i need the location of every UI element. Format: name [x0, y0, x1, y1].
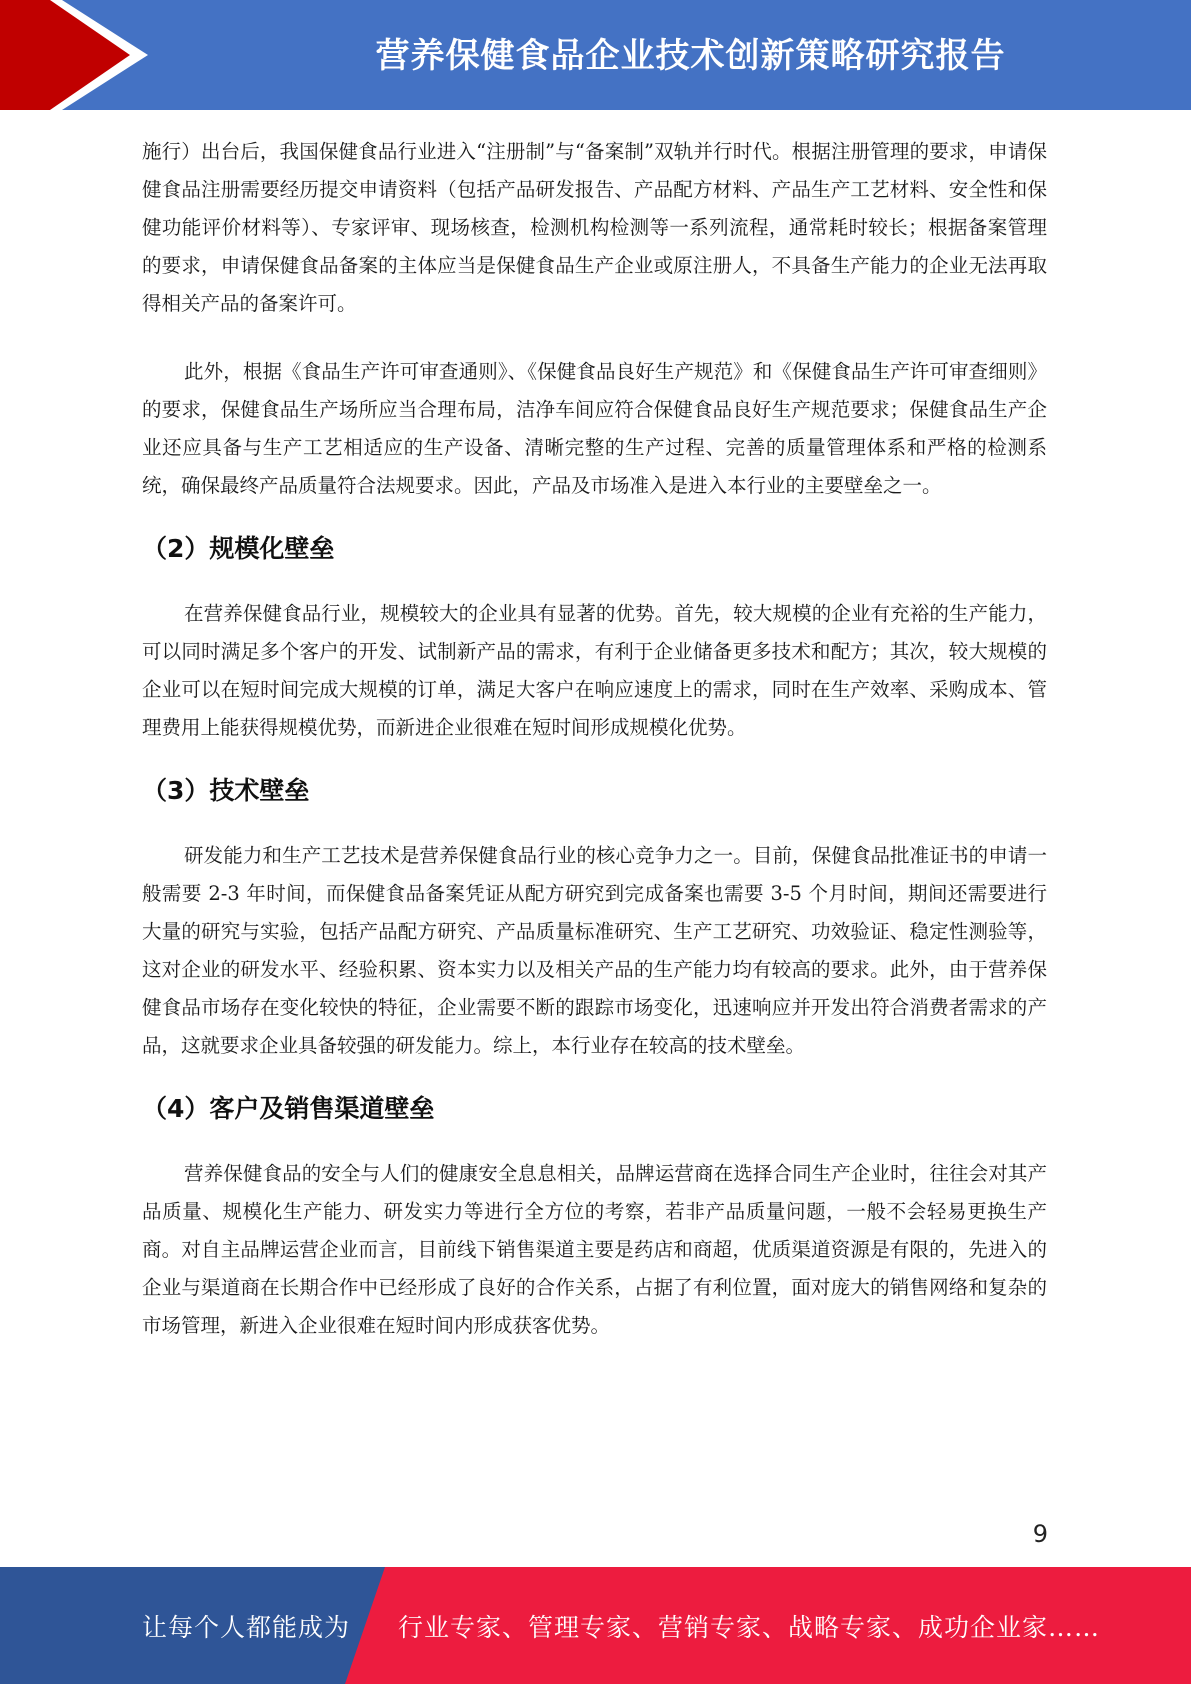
paragraph: 在营养保健食品行业，规模较大的企业具有显著的优势。首先，较大规模的企业有充裕的生产能力，可以同时满足多个客户的开发、试制新产品的需求，有利于企业储备更多技术和配方；其次，较大规模的企业可以在短时间完成大规模的订单，满足大客户在响应速度上的需求，同时在生产效率、采购成本、管理费用上能获得规模优势，而新进企业很难在短时间形成规模化优势。 [142, 602, 1047, 739]
paragraph: 营养保健食品的安全与人们的健康安全息息相关，品牌运营商在选择合同生产企业时，往往会对其产品质量、规模化生产能力、研发实力等进行全方位的考察，若非产品质量问题，一般不会轻易更换生产商。对自主品牌运营企业而言，目前线下销售渠道主要是药店和商超，优质渠道资源是有限的，先进入的企业与渠道商在长期合作中已经形成了良好的合作关系，占据了有利位置，面对庞大的销售网络和复杂的市场管理，新进入企业很难在短时间内形成获客优势。 [142, 1162, 1047, 1337]
footer-banner [0, 1567, 1191, 1684]
paragraph: 此外，根据《食品生产许可审查通则》、《保健食品良好生产规范》和《保健食品生产许可审查细则》的要求，保健食品生产场所应当合理布局，洁净车间应符合保健食品良好生产规范要求；保健食品生产企业还应具备与生产工艺相适应的生产设备、清晰完整的生产过程、完善的质量管理体系和严格的检测系统，确保最终产品质量符合法规要求。因此，产品及市场准入是进入本行业的主要壁垒之一。 [142, 360, 1047, 497]
page-number: 9 [1032, 1520, 1048, 1548]
paragraph: 研发能力和生产工艺技术是营养保健食品行业的核心竞争力之一。目前，保健食品批准证书的申请一般需要 2-3 年时间，而保健食品备案凭证从配方研究到完成备案也需要 3-5 个月时间，期间还需要进行大量的研究与实验，包括产品配方研究、产品质量标准研究、生产工艺研究、功效验证、稳定性测验等，这对企业的研发水平、经验积累、资本实力以及相关产品的生产能力均有较高的要求。此外，由于营养保健食品市场存在变化较快的特征，企业需要不断的跟踪市场变化，迅速响应并开发出符合消费者需求的产品，这就要求企业具备较强的研发能力。综上，本行业存在较高的技术壁垒。 [142, 844, 1047, 1057]
arrow-decoration-icon [0, 0, 160, 110]
footer-slogan-right: 行业专家、管理专家、营销专家、战略专家、成功企业家…… [398, 1612, 1101, 1642]
header-banner [0, 0, 1191, 110]
section-heading-technology-barrier: （3）技术壁垒 [142, 776, 310, 805]
report-title: 营养保健食品企业技术创新策略研究报告 [375, 35, 1006, 76]
section-heading-channel-barrier: （4）客户及销售渠道壁垒 [142, 1094, 435, 1123]
paragraph: 施行）出台后，我国保健食品行业进入“注册制”与“备案制”双轨并行时代。根据注册管理的要求，申请保健食品注册需要经历提交申请资料（包括产品研发报告、产品配方材料、产品生产工艺材料、安全性和保健功能评价材料等）、专家评审、现场核查，检测机构检测等一系列流程，通常耗时较长；根据备案管理的要求，申请保健食品备案的主体应当是保健食品生产企业或原注册人，不具备生产能力的企业无法再取得相关产品的备案许可。 [142, 140, 1047, 315]
document-body [142, 133, 1047, 1345]
section-heading-scale-barrier: （2）规模化壁垒 [142, 534, 335, 563]
footer-slogan-left: 让每个人都能成为 [142, 1612, 351, 1642]
